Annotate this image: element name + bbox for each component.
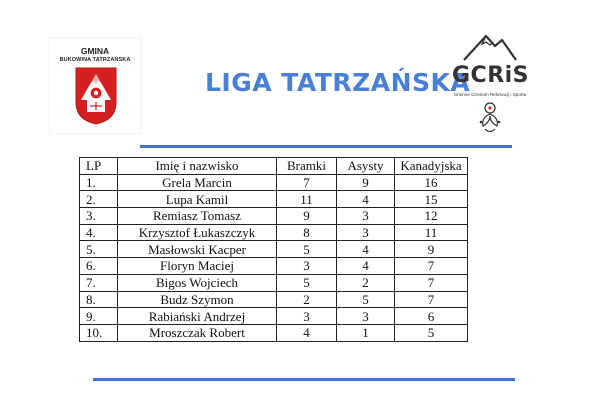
- gmina-logo: [50, 38, 140, 133]
- gmina-logo-line1: GMINA: [80, 46, 110, 56]
- cell-lp: 9.: [80, 308, 118, 325]
- cell-lp: 3.: [80, 208, 118, 225]
- cell-assists: 9: [337, 174, 395, 191]
- cell-points: 6: [395, 308, 468, 325]
- header-name: Imię i nazwisko: [118, 158, 277, 175]
- cell-assists: 1: [337, 324, 395, 341]
- cell-goals: 9: [277, 208, 337, 225]
- cell-goals: 4: [277, 324, 337, 341]
- gcris-subtitle: Gminne Centrum Rekreacji i Sportu: [453, 92, 527, 97]
- standings-table: [79, 157, 468, 342]
- gcris-logo: [450, 30, 530, 140]
- cell-assists: 5: [337, 291, 395, 308]
- cell-goals: 3: [277, 308, 337, 325]
- cell-lp: 1.: [80, 174, 118, 191]
- cell-lp: 5.: [80, 241, 118, 258]
- header-assists: Asysty: [337, 158, 395, 175]
- cell-assists: 4: [337, 241, 395, 258]
- cell-name: Bigos Wojciech: [118, 274, 277, 291]
- table-row: [80, 224, 468, 241]
- cell-points: 15: [395, 191, 468, 208]
- cell-lp: 6.: [80, 258, 118, 275]
- cell-goals: 7: [277, 174, 337, 191]
- cell-points: 12: [395, 208, 468, 225]
- cell-name: Floryn Maciej: [118, 258, 277, 275]
- header-goals: Bramki: [277, 158, 337, 175]
- cell-points: 7: [395, 274, 468, 291]
- table-row: [80, 274, 468, 291]
- gmina-logo-line2: BUKOWINA TATRZAŃSKA: [59, 57, 131, 63]
- cell-points: 9: [395, 241, 468, 258]
- cell-name: Krzysztof Łukaszczyk: [118, 224, 277, 241]
- cell-assists: 4: [337, 191, 395, 208]
- cell-points: 5: [395, 324, 468, 341]
- cell-name: Mroszczak Robert: [118, 324, 277, 341]
- cell-lp: 7.: [80, 274, 118, 291]
- cell-goals: 3: [277, 258, 337, 275]
- cell-goals: 5: [277, 274, 337, 291]
- table-row: [80, 308, 468, 325]
- header-lp: LP: [80, 158, 118, 175]
- cell-assists: 3: [337, 308, 395, 325]
- cell-goals: 11: [277, 191, 337, 208]
- cell-name: Rabiański Andrzej: [118, 308, 277, 325]
- cell-lp: 10.: [80, 324, 118, 341]
- cell-name: Remiasz Tomasz: [118, 208, 277, 225]
- top-divider: [140, 145, 512, 148]
- cell-name: Budz Szymon: [118, 291, 277, 308]
- cell-goals: 8: [277, 224, 337, 241]
- bottom-divider: [93, 378, 515, 381]
- table-row: [80, 174, 468, 191]
- table-row: [80, 291, 468, 308]
- cell-name: Masłowski Kacper: [118, 241, 277, 258]
- cell-name: Grela Marcin: [118, 174, 277, 191]
- cell-points: 7: [395, 258, 468, 275]
- cell-points: 7: [395, 291, 468, 308]
- cell-name: Lupa Kamil: [118, 191, 277, 208]
- cell-points: 16: [395, 174, 468, 191]
- gcris-wordmark: GCRiS: [452, 63, 530, 88]
- table-row: [80, 258, 468, 275]
- mountain-icon: [462, 32, 518, 62]
- header-points: Kanadyjska: [395, 158, 468, 175]
- coat-of-arms-icon: [74, 66, 118, 126]
- folk-ornament-icon: [475, 102, 505, 136]
- page-title: LIGA TATRZAŃSKA: [205, 68, 471, 97]
- table-header-row: [80, 158, 468, 175]
- cell-assists: 3: [337, 208, 395, 225]
- cell-goals: 5: [277, 241, 337, 258]
- table-row: [80, 241, 468, 258]
- cell-goals: 2: [277, 291, 337, 308]
- cell-assists: 2: [337, 274, 395, 291]
- cell-lp: 2.: [80, 191, 118, 208]
- cell-lp: 4.: [80, 224, 118, 241]
- cell-assists: 3: [337, 224, 395, 241]
- cell-lp: 8.: [80, 291, 118, 308]
- table-row: [80, 191, 468, 208]
- cell-points: 11: [395, 224, 468, 241]
- table-row: [80, 324, 468, 341]
- cell-assists: 4: [337, 258, 395, 275]
- table-row: [80, 208, 468, 225]
